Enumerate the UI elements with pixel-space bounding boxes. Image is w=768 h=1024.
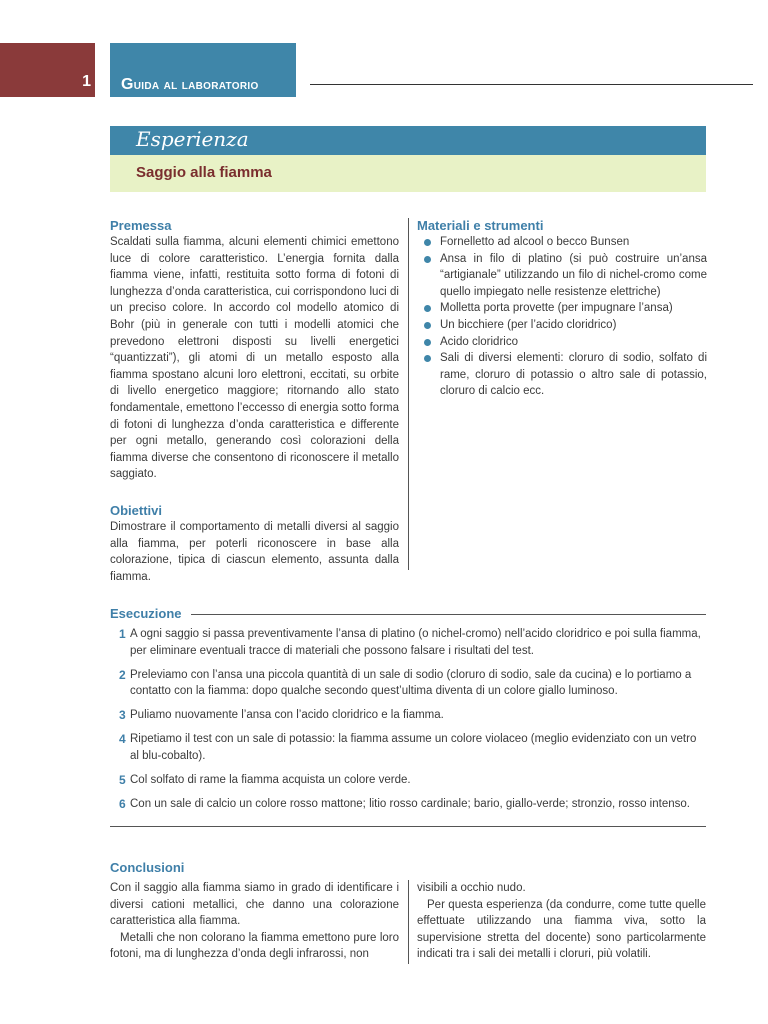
- bullet-icon: [424, 239, 431, 246]
- list-item: Acido cloridrico: [421, 334, 707, 351]
- bullet-icon: [424, 339, 431, 346]
- conclusioni-text-left: [110, 880, 399, 963]
- chapter-number: 1: [82, 73, 91, 90]
- step-item: 4 Ripetiamo il test con un sale di potassio: la fiamma assume un colore violaceo (meglio evidenziato con un vetro al blu-cobalto).: [119, 732, 697, 762]
- obiettivi-heading: Obiettivi: [110, 503, 163, 518]
- conclusioni-heading: Conclusioni: [110, 860, 185, 875]
- esecuzione-steps: [110, 626, 707, 820]
- conclusioni-p2-left: Metalli che non colorano la fiamma emettono pure loro fotoni, ma di lunghezza d’onda degli infrarossi, non: [110, 931, 399, 961]
- list-item: Sali di diversi elementi: cloruro di sodio, solfato di rame, cloruro di potassio o altro sale di potassio, cloruro di calcio ecc.: [421, 350, 707, 400]
- materiali-list: [421, 234, 707, 400]
- bullet-icon: [424, 322, 431, 329]
- obiettivi-text: Dimostrare il comportamento di metalli diversi al saggio alla fiamma, per poterli riconoscere in base alla colorazione, tipica di ciascun elemento, assunta dalla fiamma.: [110, 521, 399, 583]
- column-divider: [408, 218, 409, 570]
- conclusioni-text-right: [417, 880, 706, 963]
- bullet-icon: [424, 305, 431, 312]
- step-item: 1 A ogni saggio si passa preventivamente l’ansa di platino (o nichel-cromo) nell’acido cloridrico e poi sulla fiamma, per eliminare eventuali tracce di materiali che possono falsare i risultati del test.: [119, 627, 701, 657]
- esecuzione-rule: [191, 614, 706, 615]
- experiment-label-bar: [110, 126, 706, 155]
- conclusioni-p2-right: visibili a occhio nudo.: [417, 882, 526, 894]
- step-item: 5 Col solfato di rame la fiamma acquista un colore verde.: [119, 772, 411, 787]
- conclusioni-divider: [408, 880, 409, 964]
- step-item: 6 Con un sale di calcio un colore rosso mattone; litio rosso cardinale; bario, giallo-verde; stronzio, rosso intenso.: [119, 796, 690, 811]
- bullet-icon: [424, 256, 431, 263]
- list-item: Molletta porta provette (per impugnare l’ansa): [421, 300, 707, 317]
- list-item: Ansa in filo di platino (si può costruire un’ansa “artigianale” utilizzando un filo di nichel-cromo come quello impiegato nelle resistenze elettriche): [421, 251, 707, 301]
- step-item: 3 Puliamo nuovamente l’ansa con l’acido cloridrico e la fiamma.: [119, 708, 444, 723]
- list-item: Un bicchiere (per l’acido cloridrico): [421, 317, 707, 334]
- experiment-label: Esperienza: [136, 127, 249, 151]
- premessa-text: Scaldati sulla fiamma, alcuni elementi chimici emettono luce di colore caratteristico. L’energia fornita dalla fiamma viene, infatti, restituita sotto forma di fotoni di lunghezza d’onda caratteristica, cui corrispondono luci di un preciso colore. In accordo col modello atomico di Bohr (più in generale con tutti i modelli atomici che prevedono elettroni disposti su livelli energetici “quantizzati”), gli atomi di un metallo esposto alla fiamma spostano alcuni loro elettroni, eccitati, su orbite di livello energetico maggiore; ritornando allo stato fondamentale, emettono l’eccesso di energia sotto forma di fotoni di lunghezza d’onda caratteristica e differente per ogni metallo, generando così colorazioni della fiamma diverse che consentono di riconoscere il metallo saggiato.: [110, 236, 399, 481]
- esecuzione-bottom-rule: [110, 826, 706, 827]
- guide-title: Guida al laboratorio: [121, 76, 259, 93]
- experiment-title-bar: [110, 155, 706, 192]
- guide-header: [110, 43, 296, 97]
- chapter-tab: [0, 43, 95, 97]
- list-item: Fornelletto ad alcool o becco Bunsen: [421, 234, 707, 251]
- materiali-heading: Materiali e strumenti: [417, 218, 544, 233]
- conclusioni-p1: Con il saggio alla fiamma siamo in grado di identificare i diversi cationi metallici, che danno una colorazione caratteristica alla fiamma.: [110, 882, 399, 928]
- header-rule: [310, 84, 753, 85]
- step-item: 2 Preleviamo con l’ansa una piccola quantità di un sale di sodio (cloruro di sodio, sale da cucina) e lo portiamo a contatto con la fiamma: dopo qualche secondo quest’ultima diventa di un colore giallo luminoso.: [119, 667, 692, 698]
- experiment-title: Saggio alla fiamma: [136, 164, 272, 181]
- conclusioni-p3: Per questa esperienza (da condurre, come tutte quelle effettuate utilizzando una fiamma viva, sotto la supervisione stretta del docente) sono particolarmente indicati tra i sali dei metalli i cloruri, più volatili.: [417, 898, 706, 961]
- premessa-heading: Premessa: [110, 218, 172, 233]
- esecuzione-heading: Esecuzione: [110, 606, 182, 621]
- bullet-icon: [424, 355, 431, 362]
